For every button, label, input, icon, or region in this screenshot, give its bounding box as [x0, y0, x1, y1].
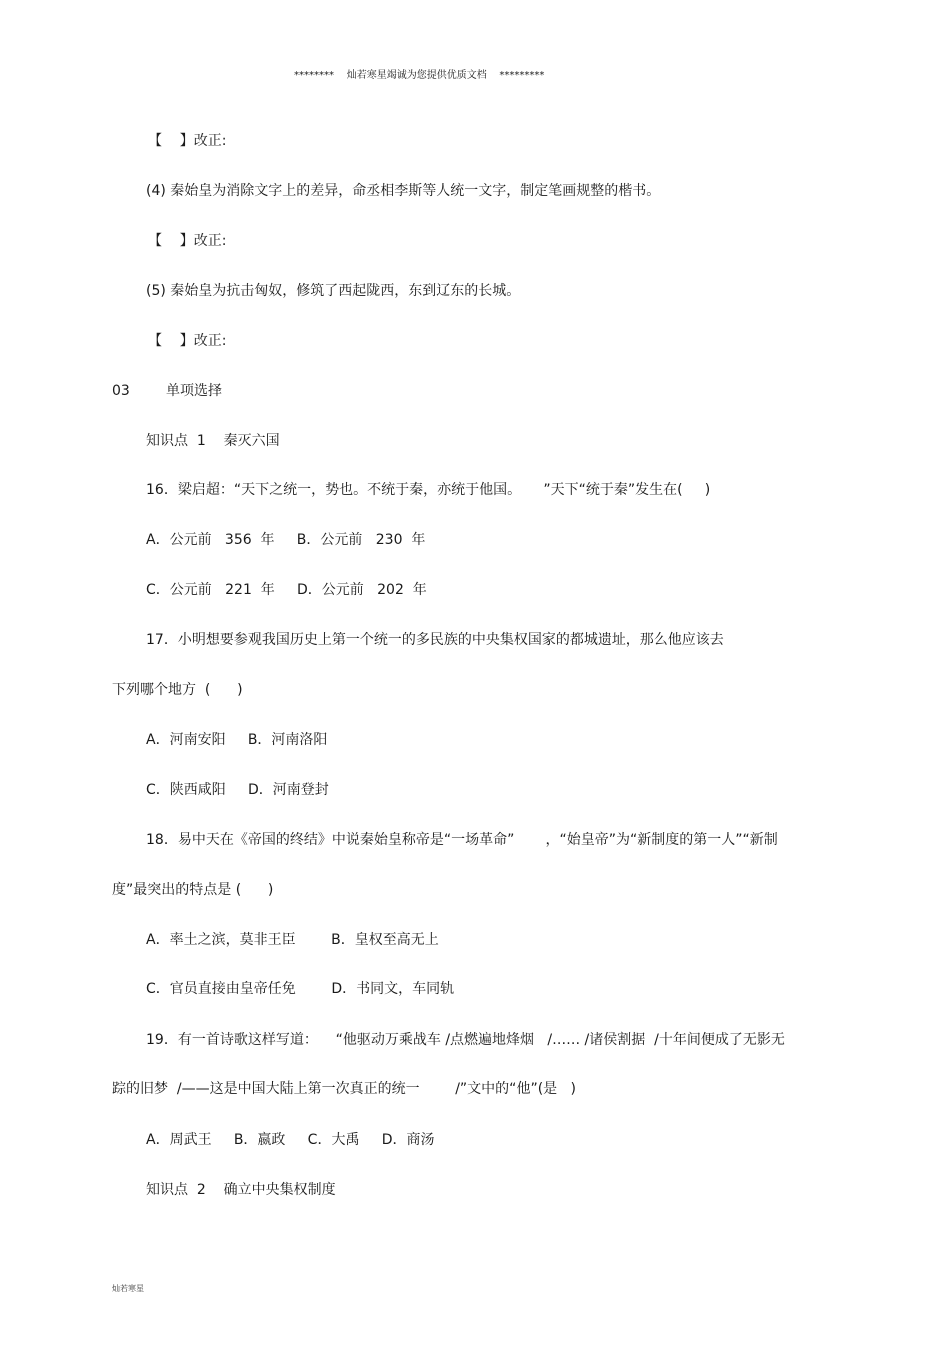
- page-header: ******** 灿若寒星竭诚为您提供优质文档 *********: [294, 70, 545, 81]
- page-footer: 灿若寒星: [112, 1284, 144, 1293]
- correction-statement: (4) 秦始皇为消除文字上的差异，命丞相李斯等人统一文字，制定笔画规整的楷书。: [146, 183, 661, 199]
- knowledge-point-heading: 知识点 1 秦灭六国: [146, 433, 280, 449]
- question-stem: 17．小明想要参观我国历史上第一个统一的多民族的中央集权国家的都城遗址，那么他应该去: [146, 632, 724, 648]
- question-options: A．公元前 356 年 B．公元前 230 年: [146, 532, 426, 548]
- question-stem: 18．易中天在《帝国的终结》中说秦始皇称帝是“一场革命” ，“始皇帝”为“新制度的第一人”“新制: [146, 832, 778, 848]
- question-options: C．公元前 221 年 D．公元前 202 年: [146, 582, 427, 598]
- correction-bracket-line: 【 】改正:: [148, 133, 227, 149]
- question-options: C．官员直接由皇帝任免 D．书同文，车同轨: [146, 981, 455, 997]
- question-stem-continuation: 度”最突出的特点是 ( ): [112, 882, 274, 898]
- question-options: A．周武王 B．嬴政 C．大禹 D．商汤: [146, 1132, 435, 1148]
- question-options: C．陕西咸阳 D．河南登封: [146, 782, 329, 798]
- correction-bracket-line: 【 】改正:: [148, 233, 227, 249]
- correction-statement: (5) 秦始皇为抗击匈奴，修筑了西起陇西，东到辽东的长城。: [146, 283, 521, 299]
- question-stem-continuation: 踪的旧梦 /——这是中国大陆上第一次真正的统一 /”文中的“他”(是 ): [112, 1081, 576, 1097]
- knowledge-point-heading: 知识点 2 确立中央集权制度: [146, 1182, 336, 1198]
- section-number: 03: [112, 383, 130, 399]
- question-options: A．河南安阳 B．河南洛阳: [146, 732, 328, 748]
- correction-bracket-line: 【 】改正:: [148, 333, 227, 349]
- question-stem: 19．有一首诗歌这样写道： “他驱动万乘战车 /点燃遍地烽烟 /…… /诸侯割据 /十年间便成了无影无: [146, 1032, 785, 1048]
- question-stem-continuation: 下列哪个地方 ( ): [112, 682, 243, 698]
- question-stem: 16．梁启超：“天下之统一，势也。不统于秦，亦统于他国。 ”天下“统于秦”发生在( ): [146, 482, 711, 498]
- section-title: 单项选择: [166, 383, 222, 399]
- question-options: A．率土之滨，莫非王臣 B．皇权至高无上: [146, 932, 439, 948]
